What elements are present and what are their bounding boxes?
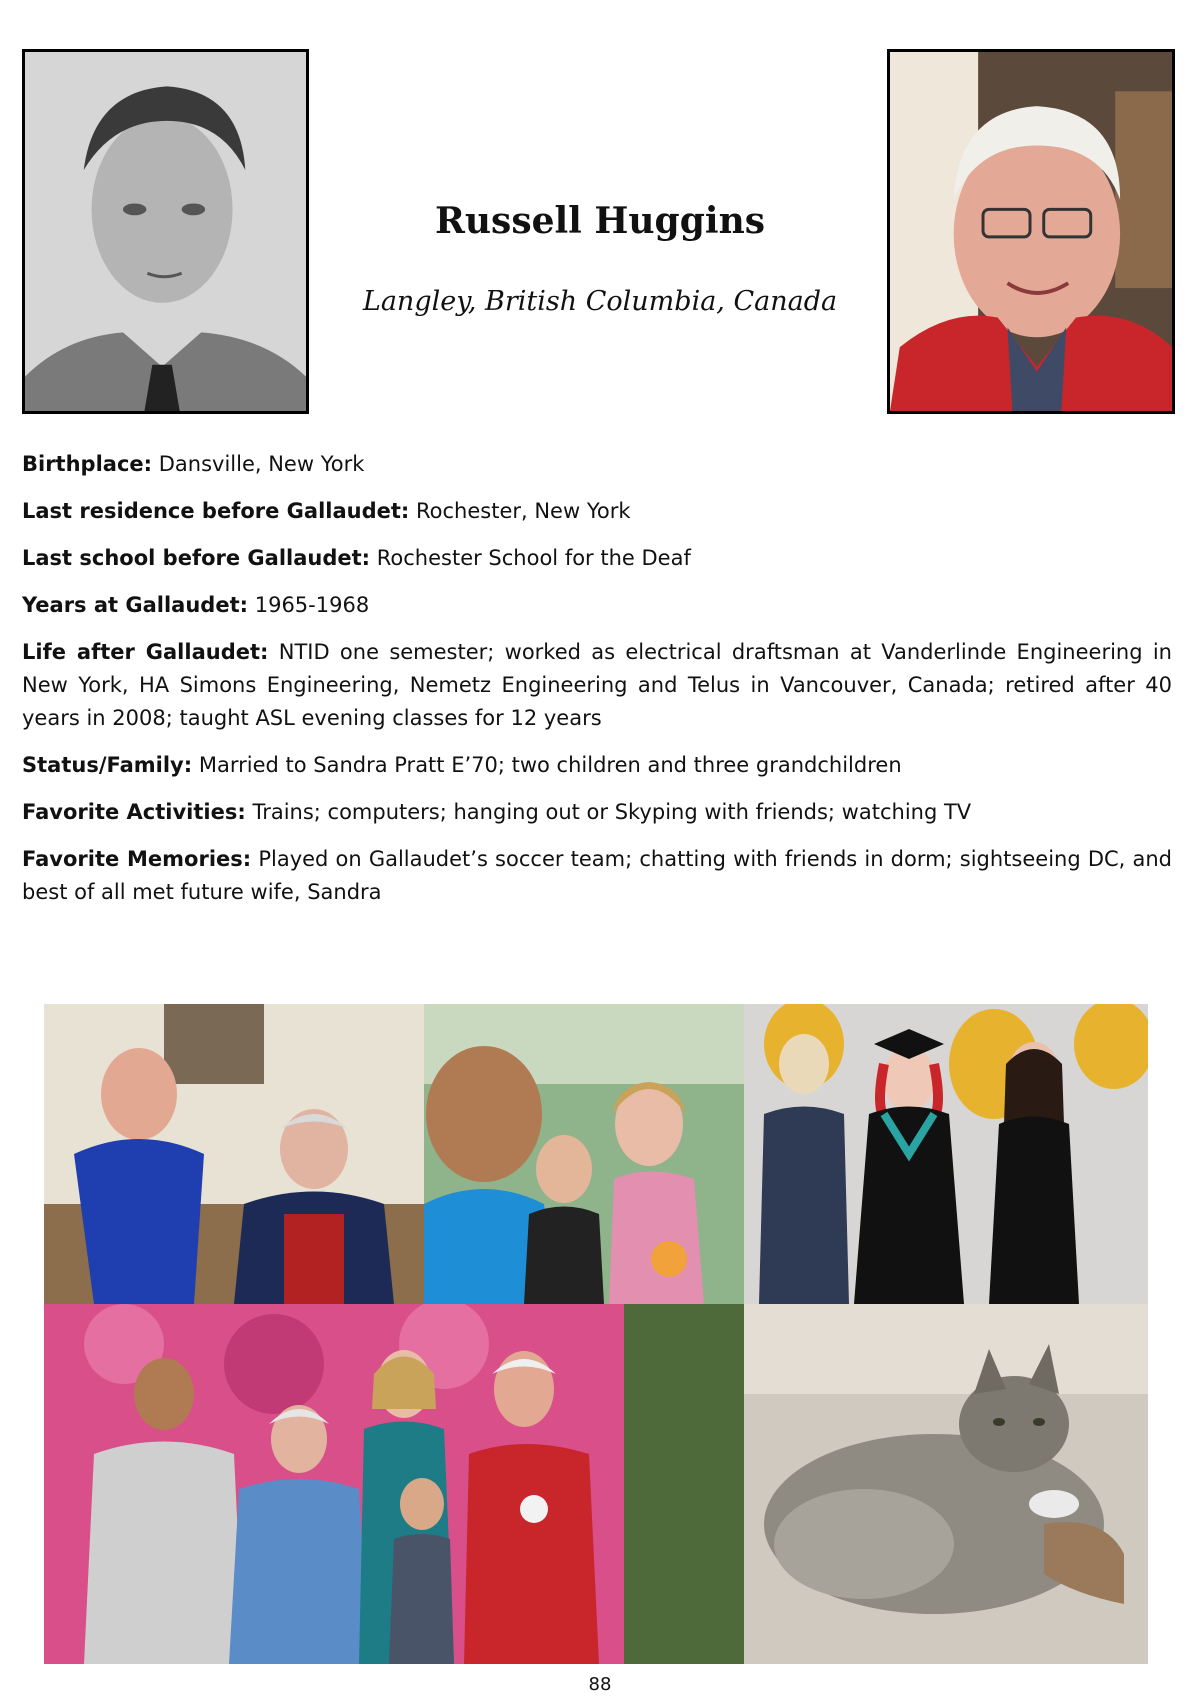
detail-value: NTID one semester; worked as electrical draftsman at Vanderlinde Engineering in New York, HA Simons Engineering, Nemetz Engineering and Telus in Vancouver, Canada; retired after 40 years in 2008; taught ASL evening classes for 12 years (22, 640, 1172, 730)
yearbook-photo (22, 49, 309, 414)
detail-value: Rochester School for the Deaf (376, 546, 691, 570)
page-number: 88 (588, 1674, 612, 1695)
photo-collage (44, 1004, 1148, 1664)
detail-status-family (22, 749, 1172, 782)
detail-life-after (22, 636, 1172, 735)
profile-details (22, 448, 1172, 923)
detail-label: Birthplace: (22, 452, 153, 476)
detail-years (22, 589, 1172, 622)
detail-favorite-memories (22, 843, 1172, 909)
detail-birthplace (22, 448, 1172, 481)
detail-label: Last residence before Gallaudet: (22, 499, 410, 523)
detail-value: Played on Gallaudet’s soccer team; chatting with friends in dorm; sightseeing DC, and best of all met future wife, Sandra (22, 847, 1172, 904)
current-photo (887, 49, 1175, 414)
detail-value: 1965-1968 (254, 593, 370, 617)
person-location: Langley, British Columbia, Canada (362, 286, 838, 317)
detail-value: Rochester, New York (416, 499, 631, 523)
collage-photo-cat (744, 1304, 1148, 1664)
collage-photo-graduation (744, 1004, 1148, 1304)
collage-photo-couple (44, 1004, 424, 1304)
detail-label: Favorite Activities: (22, 800, 246, 824)
detail-label: Last school before Gallaudet: (22, 546, 371, 570)
detail-value: Trains; computers; hanging out or Skyping with friends; watching TV (252, 800, 972, 824)
collage-photo-family (44, 1304, 744, 1664)
person-name: Russell Huggins (434, 200, 766, 242)
detail-label: Status/Family: (22, 753, 193, 777)
detail-last-school (22, 542, 1172, 575)
detail-value: Dansville, New York (158, 452, 365, 476)
detail-label: Life after Gallaudet: (22, 640, 269, 664)
collage-photo-selfie (424, 1004, 744, 1304)
detail-label: Years at Gallaudet: (22, 593, 249, 617)
detail-label: Favorite Memories: (22, 847, 252, 871)
detail-last-residence (22, 495, 1172, 528)
detail-favorite-activities (22, 796, 1172, 829)
detail-value: Married to Sandra Pratt E’70; two children and three grandchildren (198, 753, 902, 777)
